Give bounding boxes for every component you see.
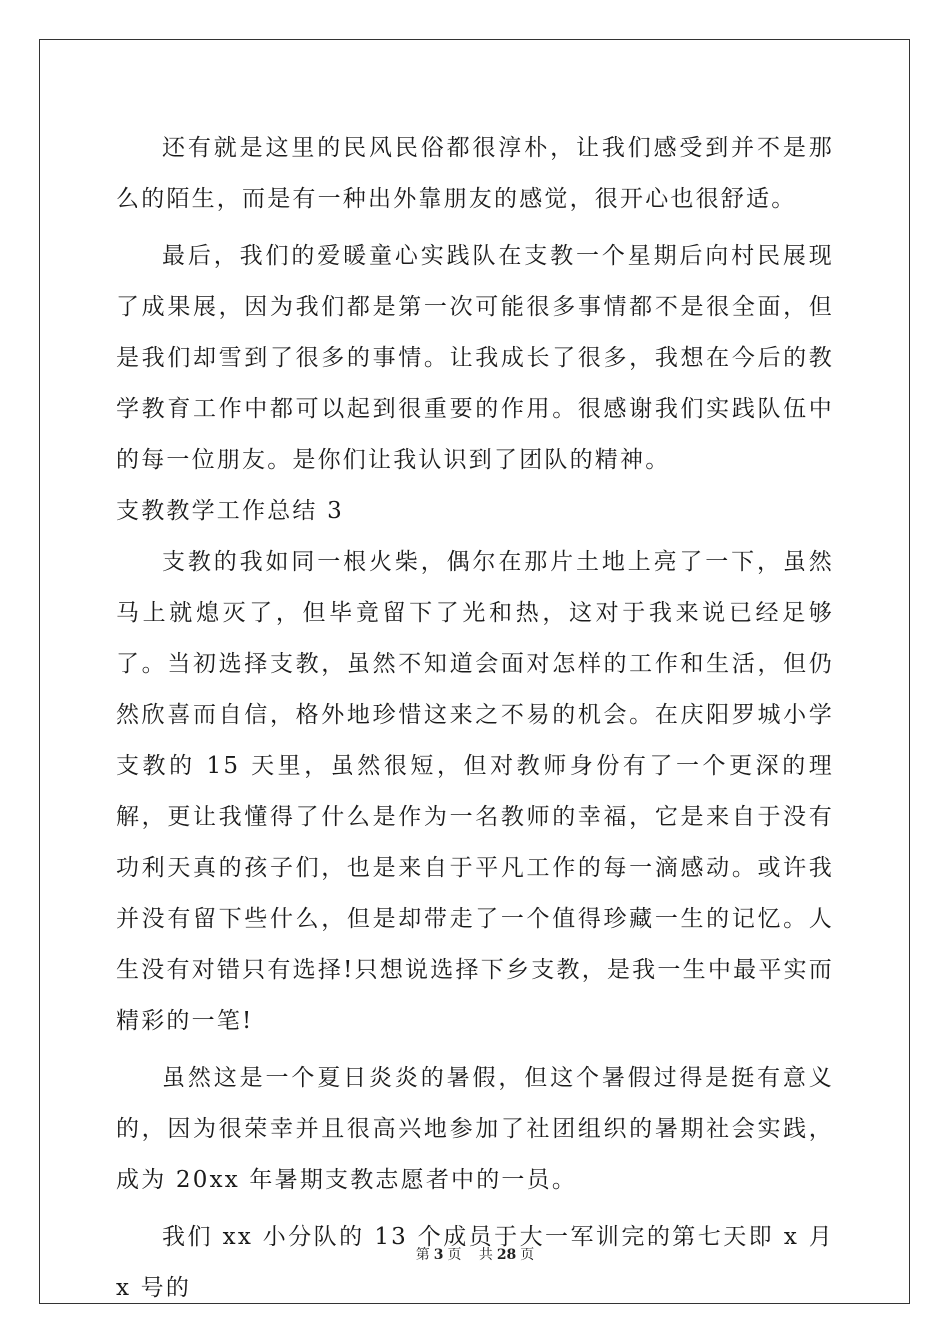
body-paragraph: 支教的我如同一根火柴，偶尔在那片土地上亮了一下，虽然马上就熄灭了，但毕竟留下了光和热，这对于我来说已经足够了。当初选择支教，虽然不知道会面对怎样的工作和生活，但仍然欣喜而自信，格外地珍惜这来之不易的机会。在庆阳罗城小学支教的 15 天里，虽然很短，但对教师身份有了一个更深的理解，更让我懂得了什么是作为一名教师的幸福，它是来自于没有功利天真的孩子们，也是来自于平凡工作的每一滴感动。或许我并没有留下些什么，但是却带走了一个值得珍藏一生的记忆。人生没有对错只有选择!只想说选择下乡支教，是我一生中最平实而精彩的一笔! — [116, 549, 834, 1034]
body-paragraph: 还有就是这里的民风民俗都很淳朴，让我们感受到并不是那么的陌生，而是有一种出外靠朋友的感觉，很开心也很舒适。 — [116, 135, 834, 212]
footer-total-prefix: 共 — [478, 1247, 493, 1263]
footer-page-prefix: 第 — [415, 1247, 430, 1263]
body-paragraph: 我们 xx 小分队的 13 个成员于大一军训完的第七天即 x 月 x 号的 — [116, 1224, 834, 1301]
footer-page-unit: 页 — [447, 1247, 462, 1263]
page-footer — [0, 1244, 950, 1264]
footer-current-page: 3 — [433, 1247, 444, 1263]
document-body — [116, 123, 834, 1314]
footer-total-unit: 页 — [520, 1247, 535, 1263]
body-paragraph: 虽然这是一个夏日炎炎的暑假，但这个暑假过得是挺有意义的，因为很荣幸并且很高兴地参加了社团组织的暑期社会实践，成为 20xx 年暑期支教志愿者中的一员。 — [116, 1065, 834, 1193]
footer-total-pages: 28 — [496, 1247, 517, 1263]
body-paragraph: 最后，我们的爱暖童心实践队在支教一个星期后向村民展现了成果展，因为我们都是第一次可能很多事情都不是很全面，但是我们却雪到了很多的事情。让我成长了很多，我想在今后的教学教育工作中都可以起到很重要的作用。很感谢我们实践队伍中的每一位朋友。是你们让我认识到了团队的精神。 — [116, 243, 834, 473]
section-heading: 支教教学工作总结 3 — [116, 498, 344, 524]
